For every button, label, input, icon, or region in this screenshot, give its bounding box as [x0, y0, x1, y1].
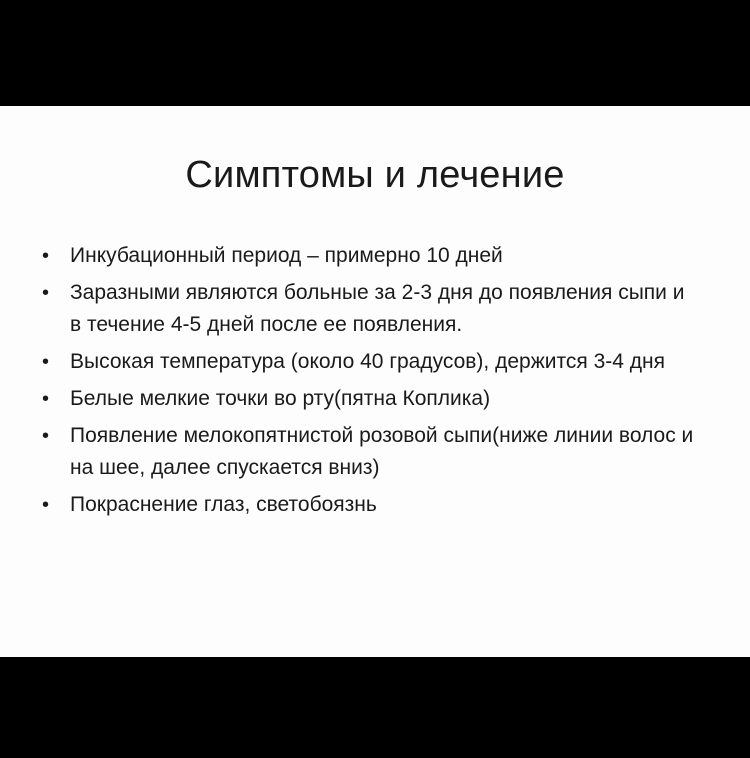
- bullet-item: [38, 346, 698, 378]
- bullet-text: Инкубационный период – примерно 10 дней: [70, 244, 503, 267]
- bullet-item: [38, 240, 698, 272]
- letterbox-top: [0, 0, 750, 106]
- presentation-slide: [0, 106, 750, 657]
- bullet-item: [38, 277, 698, 341]
- bullet-dot-icon: •: [42, 494, 50, 516]
- bullet-text: Белые мелкие точки во рту(пятна Коплика): [70, 387, 491, 410]
- bullet-text: Появление мелокопятнистой розовой сыпи(ниже линии волос и на шее, далее спускается вниз): [70, 424, 694, 479]
- bullet-item: [38, 383, 698, 415]
- bullet-list: [38, 240, 698, 526]
- bullet-item: [38, 420, 698, 484]
- bullet-dot-icon: •: [42, 351, 50, 373]
- bullet-item: [38, 489, 698, 521]
- bullet-dot-icon: •: [42, 245, 50, 267]
- bullet-dot-icon: •: [42, 425, 50, 447]
- bullet-text: Покраснение глаз, светобоязнь: [70, 493, 377, 516]
- bullet-dot-icon: •: [42, 388, 50, 410]
- bullet-text: Высокая температура (около 40 градусов), держится 3-4 дня: [70, 350, 665, 373]
- bullet-text: Заразными являются больные за 2-3 дня до появления сыпи и в течение 4-5 дней после ее появления.: [70, 281, 685, 336]
- bullet-dot-icon: •: [42, 282, 50, 304]
- slide-title: Симптомы и лечение: [185, 154, 565, 196]
- letterbox-bottom: [0, 657, 750, 758]
